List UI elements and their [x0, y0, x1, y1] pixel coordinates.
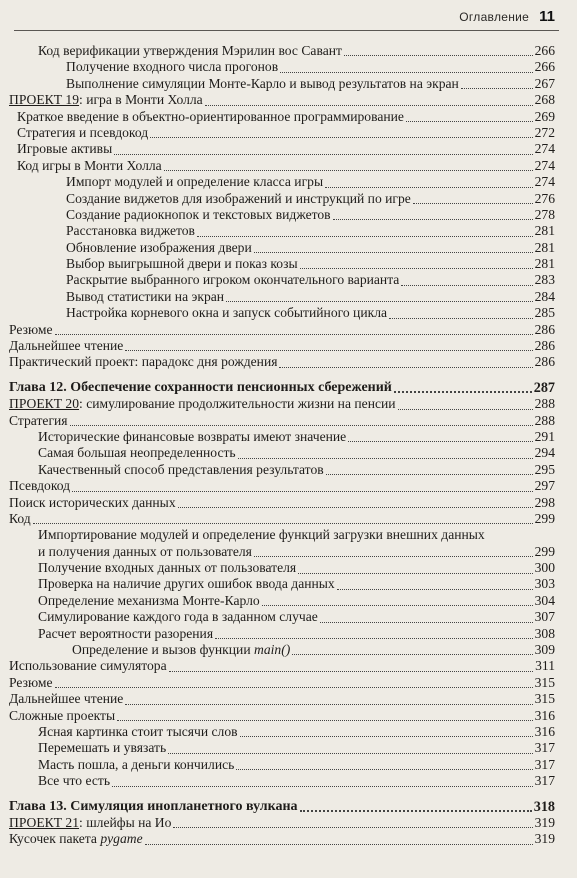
- toc-entry-title: [17, 158, 162, 174]
- toc-entry-title: [9, 478, 70, 494]
- dot-leader: [413, 203, 533, 204]
- toc-page-number: 288: [534, 412, 555, 428]
- toc-chapter: [0, 380, 577, 396]
- dot-leader: [394, 391, 532, 393]
- toc-entry: [0, 272, 577, 288]
- toc-page-number: 298: [534, 494, 555, 510]
- toc-page-number: 300: [534, 560, 555, 576]
- toc-entry: [0, 413, 577, 429]
- toc-entry-title: [38, 576, 335, 592]
- toc-entry-text: Стратегия и псевдокод: [17, 124, 149, 140]
- dot-leader: [292, 654, 532, 655]
- toc-page-number: 287: [533, 379, 555, 396]
- toc-entry: [0, 708, 577, 724]
- toc-page-number: 294: [534, 445, 555, 461]
- toc-page-number: 285: [534, 305, 555, 321]
- toc-entry-title: [66, 207, 331, 223]
- toc-entry: [0, 626, 577, 642]
- dot-leader: [389, 318, 533, 319]
- toc-page-number: 278: [534, 206, 555, 222]
- toc-entry-title: [9, 354, 277, 370]
- dot-leader: [344, 55, 533, 56]
- toc-entry-title: [66, 191, 411, 207]
- running-header: [459, 8, 555, 28]
- dot-leader: [348, 441, 532, 442]
- toc-page-number: 297: [534, 478, 555, 494]
- toc-entry-text: Определение и вызов функции: [72, 642, 254, 658]
- dot-leader: [70, 425, 533, 426]
- dot-leader: [461, 88, 533, 89]
- toc-entry: [0, 527, 577, 543]
- toc-entry-text: Резюме: [9, 674, 53, 690]
- toc-entry: [0, 141, 577, 157]
- toc-entry-text: Выбор выигрышной двери и показ козы: [66, 256, 298, 272]
- toc-entry-text: Все что есть: [38, 773, 111, 789]
- toc-entry-title: [66, 272, 399, 288]
- dot-leader: [254, 556, 533, 557]
- dot-leader: [178, 507, 533, 508]
- toc-entry: [0, 223, 577, 239]
- toc-project-entry: [0, 92, 577, 108]
- dot-leader: [279, 367, 532, 368]
- toc-entry-title: [17, 125, 148, 141]
- toc-entry-title: [17, 109, 404, 125]
- toc-entry: [0, 658, 577, 674]
- toc-entry-title: [66, 76, 459, 92]
- toc-entry: [0, 43, 577, 59]
- dot-leader: [238, 458, 533, 459]
- toc-entry: [0, 577, 577, 593]
- toc-entry: [0, 511, 577, 527]
- toc-entry-text: Масть пошла, а деньги кончились: [38, 756, 235, 772]
- toc-entry-text: Резюме: [9, 321, 53, 337]
- toc-project-entry: [0, 815, 577, 831]
- toc-entry-title: [38, 429, 346, 445]
- dot-leader: [72, 491, 533, 492]
- toc-project-label: ПРОЕКТ 20: [9, 396, 80, 412]
- toc-entry: [0, 125, 577, 141]
- toc-entry-title: [9, 815, 171, 831]
- toc-entry: [0, 593, 577, 609]
- toc-entry-title: [66, 305, 387, 321]
- toc-page-number: 281: [534, 256, 555, 272]
- toc-page-number: 276: [534, 190, 555, 206]
- toc-page-number: 274: [534, 174, 555, 190]
- running-header-title: Оглавление: [459, 10, 530, 24]
- toc-entry-text: Создание радиокнопок и текстовых виджетов: [66, 206, 331, 222]
- toc-entry: [0, 289, 577, 305]
- dot-leader: [150, 137, 532, 138]
- toc-entry: [0, 354, 577, 370]
- toc-entry: [0, 495, 577, 511]
- section-gap: [0, 371, 577, 380]
- toc-page-number: 274: [534, 157, 555, 173]
- dot-leader: [406, 121, 533, 122]
- toc-entry: [0, 191, 577, 207]
- toc-entry-text: Вывод статистики на экран: [66, 288, 225, 304]
- toc-entry-text: Дальнейшее чтение: [9, 691, 124, 707]
- toc-page-number: 309: [534, 642, 555, 658]
- toc-entry-text: Симулирование каждого года в заданном случае: [38, 609, 318, 625]
- toc-entry: [0, 338, 577, 354]
- dot-leader: [254, 252, 533, 253]
- dot-leader: [125, 350, 532, 351]
- dot-leader: [197, 236, 533, 237]
- toc-entry: [0, 207, 577, 223]
- toc-entry: [0, 240, 577, 256]
- toc-entry: [0, 174, 577, 190]
- toc-page-number: 286: [534, 338, 555, 354]
- dot-leader: [262, 605, 533, 606]
- toc-entry-text: Импортирование модулей и определение функций загрузки внешних данных: [38, 527, 485, 543]
- dot-leader: [117, 720, 533, 721]
- toc-entry: [0, 76, 577, 92]
- toc-page-number: 317: [534, 756, 555, 772]
- toc-entry-title: [38, 43, 342, 59]
- toc-entry-text: Получение входных данных от пользователя: [38, 560, 297, 576]
- header-rule: [14, 30, 559, 31]
- toc-entry: [0, 740, 577, 756]
- toc-entry: [0, 256, 577, 272]
- toc-entry: [0, 724, 577, 740]
- dot-leader: [298, 573, 532, 574]
- toc-entry: [0, 109, 577, 125]
- toc-entry-title: [38, 740, 166, 756]
- dot-leader: [325, 187, 533, 188]
- toc-project-entry: [0, 396, 577, 412]
- dot-leader: [145, 844, 533, 845]
- toc-entry-title: [9, 322, 53, 338]
- toc-entry-title: [38, 527, 485, 543]
- toc-project-label: ПРОЕКТ 19: [9, 92, 80, 108]
- dot-leader: [55, 334, 533, 335]
- toc-entry: [0, 59, 577, 75]
- toc-entry-title: [38, 593, 260, 609]
- toc-page-number: 284: [534, 288, 555, 304]
- toc-entry: [0, 478, 577, 494]
- toc-entry: [0, 322, 577, 338]
- toc-entry-title: [38, 757, 234, 773]
- toc-page-number: 319: [534, 831, 555, 847]
- dot-leader: [33, 523, 533, 524]
- toc-entry-text: : шлейфы на Ио: [79, 814, 172, 830]
- toc-entry-text: Код верификации утверждения Мэрилин вос Савант: [38, 42, 342, 58]
- toc-entry-title: [38, 445, 236, 461]
- toc-entry-text: Код: [9, 510, 31, 526]
- toc-entry-text: Качественный способ представления результатов: [38, 461, 324, 477]
- toc-page-number: 304: [534, 592, 555, 608]
- dot-leader: [164, 170, 533, 171]
- toc-page-number: 316: [534, 724, 555, 739]
- toc-entry-title: [38, 609, 318, 625]
- dot-leader: [401, 285, 532, 286]
- toc-entry-text: Расстановка виджетов: [66, 223, 195, 239]
- toc-entry-text: Исторические финансовые возвраты имеют значение: [38, 428, 347, 444]
- toc-entry: [0, 158, 577, 174]
- toc-entry: [0, 675, 577, 691]
- toc-page-number: 268: [534, 92, 555, 108]
- dot-leader: [280, 72, 532, 73]
- toc-entry-code: pygame: [100, 831, 143, 847]
- dot-leader: [168, 753, 532, 754]
- toc-page-number: 281: [534, 223, 555, 239]
- dot-leader: [326, 474, 533, 475]
- toc-entry-title: [38, 626, 213, 642]
- toc-entry: [0, 609, 577, 625]
- dot-leader: [337, 589, 533, 590]
- toc-entry-title: [9, 708, 115, 724]
- toc-page-number: 308: [534, 625, 555, 641]
- toc-entry-text: Выполнение симуляции Монте-Карло и вывод результатов на экран: [66, 75, 459, 91]
- toc-entry-title: [9, 92, 203, 108]
- dot-leader: [112, 786, 533, 787]
- toc-page-number: 286: [534, 354, 555, 370]
- dot-leader: [300, 268, 533, 269]
- dot-leader: [240, 736, 533, 737]
- toc-page-number: 317: [534, 773, 555, 789]
- toc-entry-text: Определение механизма Монте-Карло: [38, 592, 260, 608]
- toc-entry-text: Создание виджетов для изображений и инструкций по игре: [66, 190, 411, 206]
- toc-page-number: 319: [534, 814, 555, 830]
- dot-leader: [320, 622, 533, 623]
- toc-entry-title: [9, 413, 68, 429]
- toc-entry-text: и получения данных от пользователя: [38, 543, 252, 559]
- toc-entry-text: Стратегия: [9, 412, 68, 428]
- toc-entry-text: Получение входного числа прогонов: [66, 59, 279, 75]
- toc-entry-text: Расчет вероятности разорения: [38, 625, 214, 641]
- toc-entry: [0, 757, 577, 773]
- toc-entry-text: Раскрытие выбранного игроком окончательного варианта: [66, 272, 400, 288]
- table-of-contents: [0, 43, 577, 848]
- dot-leader: [205, 105, 533, 106]
- toc-entry-title: [38, 724, 238, 740]
- toc-entry: [0, 462, 577, 478]
- toc-entry-text: Ясная картинка стоит тысячи слов: [38, 724, 238, 739]
- toc-page-number: 274: [534, 141, 555, 157]
- toc-entry: [0, 544, 577, 560]
- toc-entry: [0, 560, 577, 576]
- toc-entry-title: [9, 675, 53, 691]
- toc-entry-text: : игра в Монти Холла: [79, 92, 203, 108]
- toc-entry-text: Поиск исторических данных: [9, 494, 176, 510]
- toc-entry-text: Игровые активы: [17, 141, 113, 157]
- toc-page-number: 303: [534, 576, 555, 592]
- toc-entry-title: [72, 642, 290, 658]
- toc-entry-text: Сложные проекты: [9, 707, 116, 723]
- toc-page-number: 286: [534, 321, 555, 337]
- dot-leader: [114, 154, 532, 155]
- toc-entry-title: [38, 462, 324, 478]
- dot-leader: [173, 827, 532, 828]
- toc-chapter: [0, 799, 577, 815]
- toc-entry-text: Краткое введение в объектно-ориентированное программирование: [17, 108, 404, 124]
- toc-entry-text: Проверка на наличие других ошибок ввода данных: [38, 576, 335, 592]
- section-gap: [0, 790, 577, 799]
- toc-page-number: 316: [534, 707, 555, 723]
- toc-entry-title: [9, 799, 298, 815]
- dot-leader: [55, 687, 533, 688]
- toc-entry-title: [9, 380, 392, 396]
- toc-entry: [0, 773, 577, 789]
- toc-entry-text: Перемешать и увязать: [38, 740, 167, 756]
- toc-page-number: 315: [534, 691, 555, 707]
- toc-page-number: 299: [534, 510, 555, 526]
- toc-entry-title: [66, 59, 278, 75]
- toc-entry-title: [17, 141, 112, 157]
- toc-entry-text: Практический проект: парадокс дня рождения: [9, 354, 278, 370]
- toc-page-number: 318: [533, 798, 555, 815]
- toc-entry-title: [38, 544, 252, 560]
- toc-entry: [0, 831, 577, 847]
- toc-entry-title: [9, 338, 123, 354]
- dot-leader: [300, 810, 532, 812]
- toc-page-number: 291: [534, 428, 555, 444]
- toc-entry-title: [9, 658, 167, 674]
- toc-entry-text: : симулирование продолжительности жизни на пенсии: [79, 396, 396, 412]
- toc-page-number: 315: [534, 674, 555, 690]
- toc-entry-title: [9, 831, 143, 847]
- toc-entry-title: [9, 495, 176, 511]
- dot-leader: [215, 638, 533, 639]
- dot-leader: [125, 704, 532, 705]
- dot-leader: [169, 671, 534, 672]
- toc-entry-title: [38, 773, 110, 789]
- toc-entry-title: [66, 256, 298, 272]
- toc-entry-text: Использование симулятора: [9, 658, 167, 674]
- toc-project-label: ПРОЕКТ 21: [9, 814, 80, 830]
- toc-entry-text: Код игры в Монти Холла: [17, 157, 162, 173]
- toc-entry: [0, 305, 577, 321]
- toc-entry: [0, 642, 577, 658]
- toc-entry: [0, 429, 577, 445]
- page-number: 11: [539, 8, 555, 25]
- toc-entry: [0, 445, 577, 461]
- dot-leader: [333, 219, 533, 220]
- toc-page-number: 283: [534, 272, 555, 288]
- toc-entry-title: [66, 240, 252, 256]
- toc-page-number: 269: [534, 108, 555, 124]
- toc-entry-title: [66, 223, 195, 239]
- toc-page-number: 281: [534, 239, 555, 255]
- dot-leader: [236, 769, 532, 770]
- toc-entry-title: [66, 174, 323, 190]
- toc-entry: [0, 691, 577, 707]
- toc-entry-title: [9, 396, 396, 412]
- toc-page-number: 288: [534, 396, 555, 412]
- toc-entry-title: [9, 691, 123, 707]
- toc-entry-text: Кусочек пакета: [9, 831, 101, 847]
- toc-entry-text: Самая большая неопределенность: [38, 445, 236, 461]
- toc-entry-text: Импорт модулей и определение класса игры: [66, 174, 324, 190]
- toc-page-number: 266: [534, 59, 555, 75]
- toc-entry-title: [38, 560, 296, 576]
- toc-entry-text: Настройка корневого окна и запуск событийного цикла: [66, 305, 388, 321]
- toc-page-number: 311: [535, 658, 555, 674]
- toc-entry-text: Глава 12. Обеспечение сохранности пенсионных сбережений: [9, 379, 392, 395]
- toc-entry-text: Псевдокод: [9, 478, 71, 494]
- toc-page-number: 267: [534, 75, 555, 91]
- toc-page-number: 299: [534, 543, 555, 559]
- toc-page-number: 307: [534, 609, 555, 625]
- toc-entry-text: Глава 13. Симуляция инопланетного вулкана: [9, 798, 298, 814]
- toc-entry-code: main(): [254, 642, 291, 658]
- dot-leader: [398, 409, 533, 410]
- toc-page-number: 266: [534, 42, 555, 58]
- toc-page-number: 317: [534, 740, 555, 756]
- toc-page-number: 272: [534, 124, 555, 140]
- toc-entry-title: [66, 289, 224, 305]
- toc-page-number: 295: [534, 461, 555, 477]
- toc-entry-text: Обновление изображения двери: [66, 239, 252, 255]
- toc-entry-title: [9, 511, 31, 527]
- dot-leader: [226, 301, 533, 302]
- toc-entry-text: Дальнейшее чтение: [9, 338, 124, 354]
